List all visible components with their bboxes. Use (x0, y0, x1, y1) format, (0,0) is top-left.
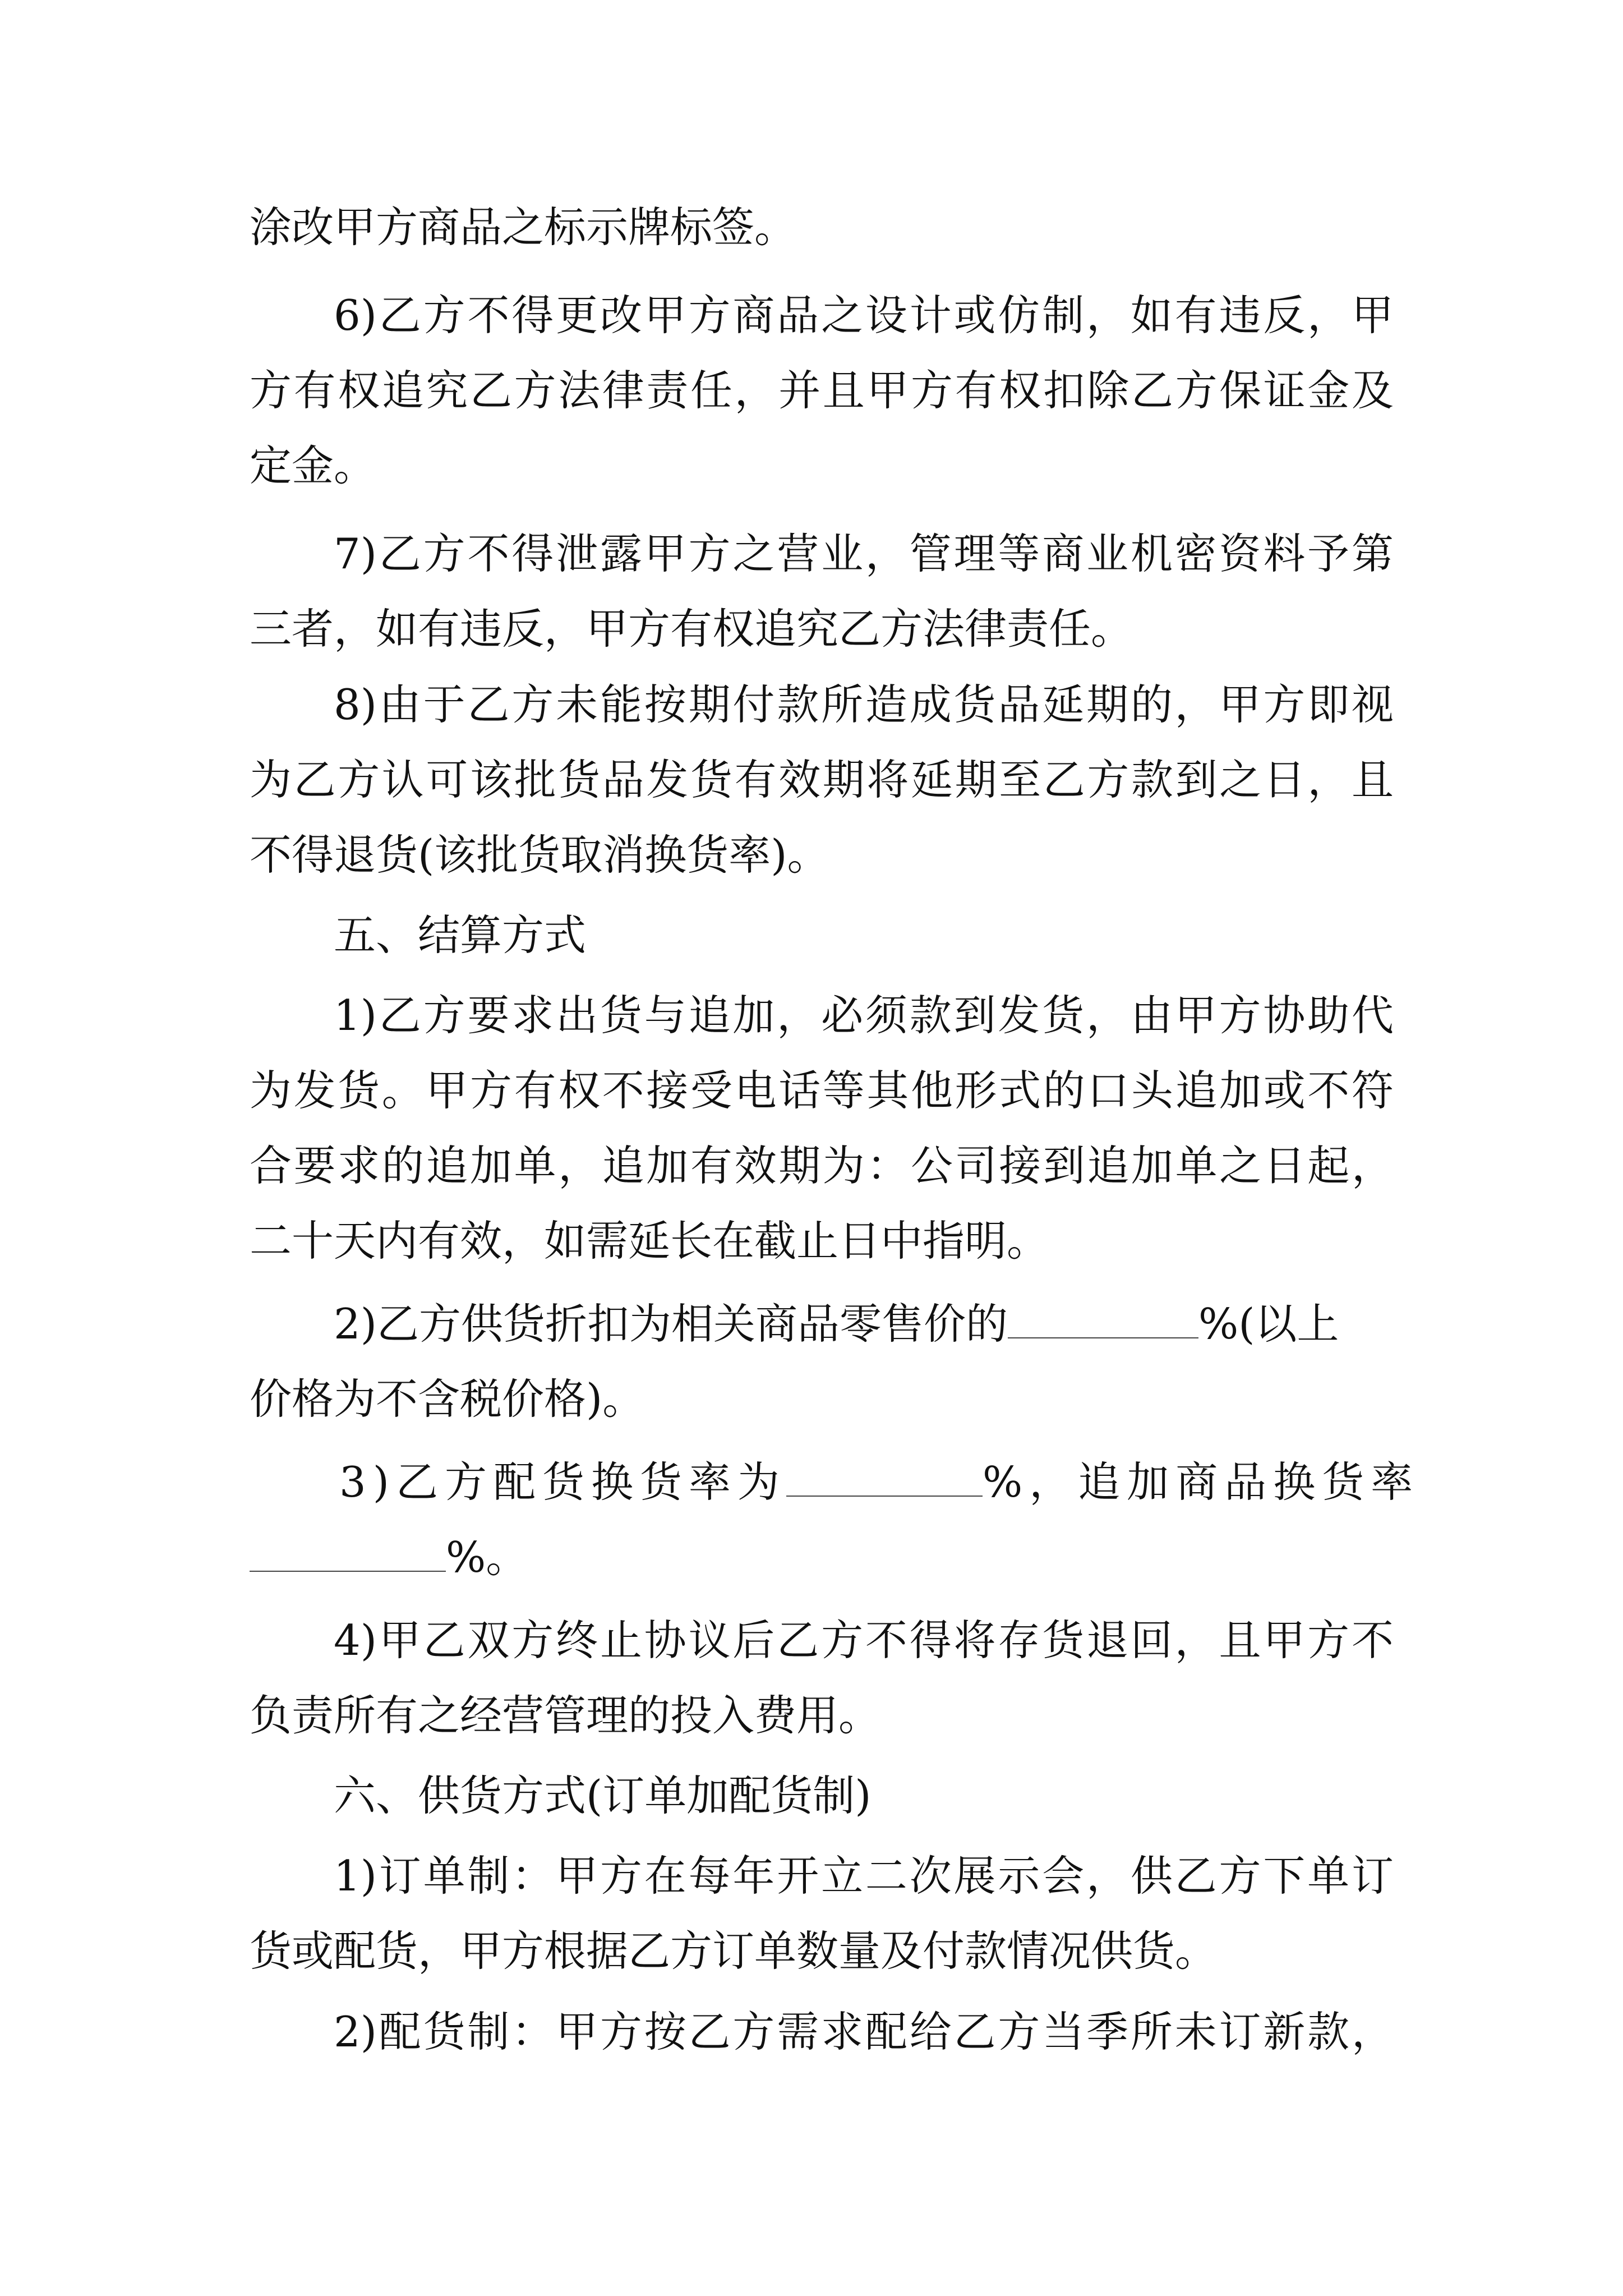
clause-5-3-text-tail: %，追加商品换货率 (982, 1457, 1420, 1507)
clause-4-7-line-1: 7)乙方不得泄露甲方之营业，管理等商业机密资料予第 (334, 529, 1394, 578)
clause-5-3-line-1 (339, 1454, 1420, 1510)
clause-6-2-line-1: 2)配货制：甲方按乙方需求配给乙方当季所未订新款， (334, 2007, 1394, 2056)
blank-allocation-exchange-rate (786, 1461, 983, 1497)
clause-4-8-line-1: 8)由于乙方未能按期付款所造成货品延期的，甲方即视 (334, 680, 1394, 729)
text-line: 涂改甲方商品之标示牌标签。 (250, 203, 797, 252)
clause-5-2-text: 2)乙方供货折扣为相关商品零售价的 (334, 1299, 1008, 1349)
clause-5-1-line-2: 为发货。甲方有权不接受电话等其他形式的口头追加或不符 (250, 1066, 1394, 1115)
blank-additional-exchange-rate (250, 1536, 446, 1572)
clause-4-6-line-2: 方有权追究乙方法律责任，并且甲方有权扣除乙方保证金及 (250, 366, 1394, 415)
clause-4-8-line-3: 不得退货(该批货取消换货率)。 (250, 830, 829, 880)
clause-5-3-text: 3)乙方配货换货率为 (339, 1457, 786, 1507)
clause-4-6-line-3: 定金。 (250, 441, 376, 490)
clause-5-1-line-1: 1)乙方要求出货与追加，必须款到发货，由甲方协助代 (334, 991, 1394, 1040)
clause-4-6-line-1: 6)乙方不得更改甲方商品之设计或仿制，如有违反，甲 (334, 291, 1394, 340)
clause-5-3-line-2 (250, 1529, 1394, 1585)
clause-5-2-line-2: 价格为不含税价格)。 (250, 1374, 645, 1424)
blank-discount-rate (1008, 1303, 1198, 1338)
clause-5-1-line-3: 合要求的追加单，追加有效期为：公司接到追加单之日起， (250, 1141, 1394, 1190)
clause-4-7-line-2: 三者，如有违反，甲方有权追究乙方法律责任。 (250, 604, 1133, 654)
clause-6-1-line-1: 1)订单制：甲方在每年开立二次展示会，供乙方下单订 (334, 1851, 1394, 1901)
clause-5-2-text-tail: %(以上 (1198, 1299, 1339, 1349)
clause-5-2-line-1 (334, 1296, 1394, 1352)
clause-6-1-line-2: 货或配货，甲方根据乙方订单数量及付款情况供货。 (250, 1926, 1218, 1976)
clause-5-3-line-2-text: %。 (446, 1533, 528, 1582)
section-heading-supply: 六、供货方式(订单加配货制) (334, 1771, 872, 1820)
clause-5-1-line-4: 二十天内有效，如需延长在截止日中指明。 (250, 1216, 1049, 1266)
clause-5-4-line-1: 4)甲乙双方终止协议后乙方不得将存货退回，且甲方不 (334, 1616, 1394, 1665)
clause-5-4-line-2: 负责所有之经营管理的投入费用。 (250, 1691, 881, 1740)
clause-4-8-line-2: 为乙方认可该批货品发货有效期将延期至乙方款到之日，且 (250, 755, 1394, 804)
section-heading-settlement: 五、结算方式 (334, 910, 587, 960)
